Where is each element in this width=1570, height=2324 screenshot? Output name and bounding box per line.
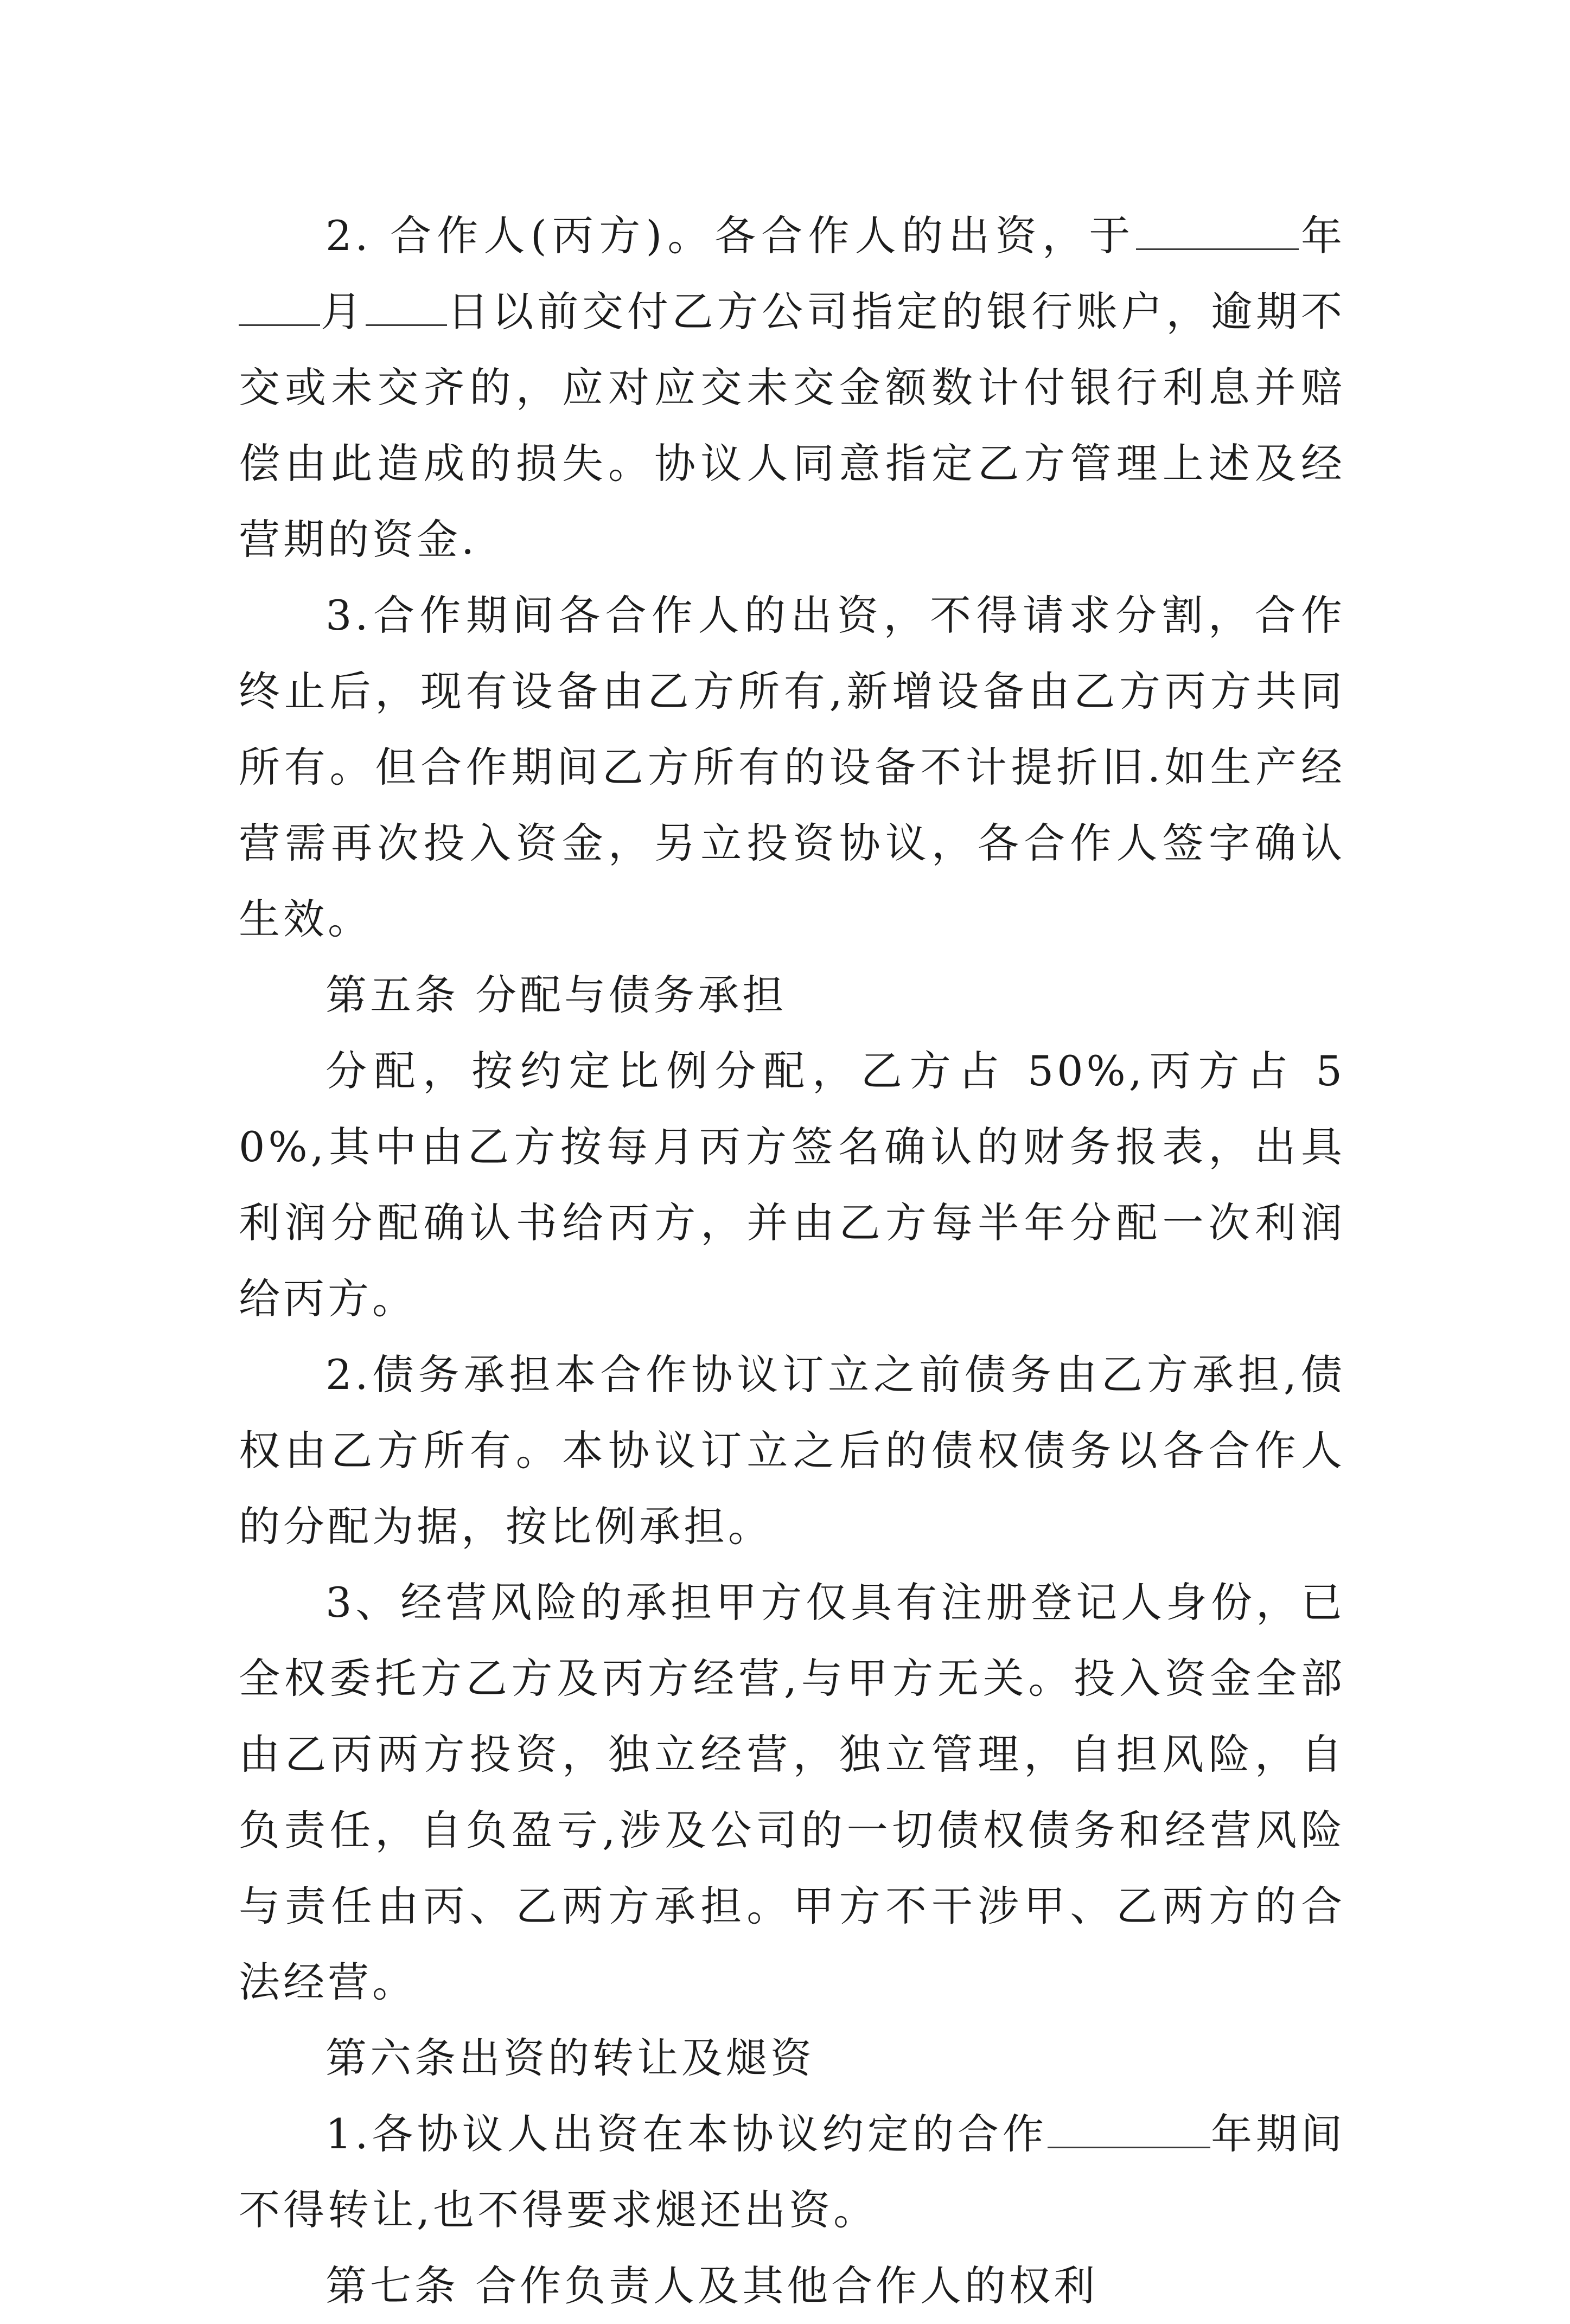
text-segment: 月 bbox=[320, 287, 366, 336]
blank-term-years-field bbox=[1048, 2109, 1210, 2148]
text-segment: 年期间不得转让,也不得要求煺还出资。 bbox=[239, 2110, 1345, 2234]
text-segment: 年 bbox=[1298, 212, 1345, 260]
paragraph-debt-bearing: 2.债务承担本合作协议订立之前债务由乙方承担,债权由乙方所有。本协议订立之后的债权债务以各合作人的分配为据，按比例承担。 bbox=[239, 1350, 1345, 1551]
blank-month-field bbox=[239, 286, 320, 326]
blank-year-field bbox=[1136, 210, 1299, 250]
paragraph-profit-distribution: 分配，按约定比例分配，乙方占 50%,丙方占 50%,其中由乙方按每月丙方签名确认的财务报表，出具利润分配确认书给丙方，并由乙方每半年分配一次利润给丙方。 bbox=[239, 1047, 1345, 1323]
heading-article-7: 第七条 合作负责人及其他合作人的权利 bbox=[326, 2262, 1099, 2310]
heading-article-5: 第五条 分配与债务承担 bbox=[326, 971, 787, 1019]
heading-article-6: 第六条出资的转让及煺资 bbox=[326, 2034, 815, 2082]
blank-day-field bbox=[366, 286, 447, 326]
paragraph-capital-contribution bbox=[239, 198, 1345, 578]
paragraph-transfer-restriction bbox=[239, 2096, 1345, 2248]
paragraph-business-risk: 3、经营风险的承担甲方仅具有注册登记人身份，已全权委托方乙方及丙方经营,与甲方无关。投入资金全部由乙丙两方投资，独立经营，独立管理，自担风险，自负责任，自负盈亏,涉及公司的一切债权债务和经营风险与责任由丙、乙两方承担。甲方不干涉甲、乙两方的合法经营。 bbox=[239, 1578, 1345, 2006]
paragraph-equipment-ownership: 3.合作期间各合作人的出资，不得请求分割，合作终止后，现有设备由乙方所有,新增设备由乙方丙方共同所有。但合作期间乙方所有的设备不计提折旧.如生产经营需再次投入资金，另立投资协议，各合作人签字确认生效。 bbox=[239, 591, 1345, 943]
document-body bbox=[239, 198, 1345, 2324]
text-segment: 2. 合作人(丙方)。各合作人的出资，于 bbox=[326, 212, 1136, 260]
text-segment: 1.各协议人出资在本协议约定的合作 bbox=[326, 2110, 1048, 2158]
text-segment: 日以前交付乙方公司指定的银行账户，逾期不交或未交齐的，应对应交未交金额数计付银行利息并赔偿由此造成的损失。协议人同意指定乙方管理上述及经营期的资金. bbox=[239, 287, 1346, 564]
